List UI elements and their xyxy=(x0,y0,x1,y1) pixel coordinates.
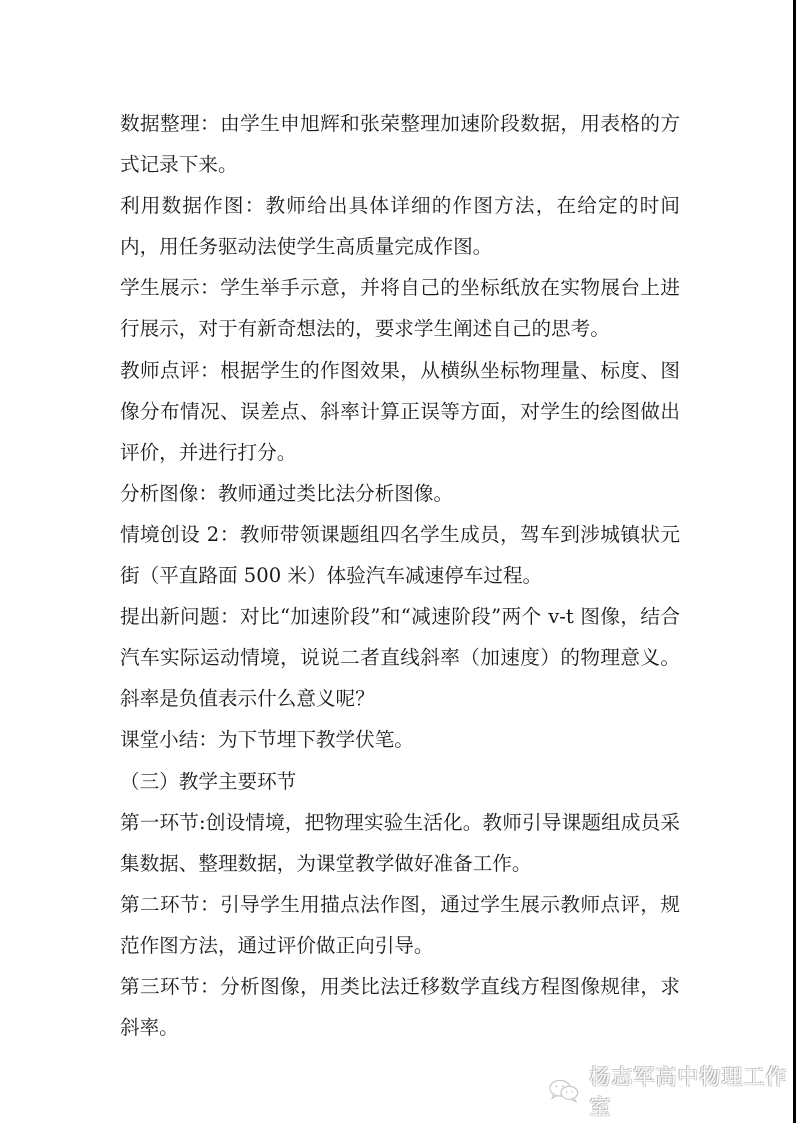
paragraph-step-three: 第三环节：分析图像，用类比法迁移数学直线方程图像规律，求斜率。 xyxy=(120,974,680,1040)
paragraph-graph-analysis: 分析图像：教师通过类比法分析图像。 xyxy=(120,481,454,505)
paragraph-plotting: 利用数据作图：教师给出具体详细的作图方法，在给定的时间内，用任务驱动法使学生高质量完成作图。 xyxy=(120,194,680,259)
paragraph-new-question: 提出新问题：对比“加速阶段”和“减速阶段”两个 v-t 图像，结合汽车实际运动情境，说说二者直线斜率（加速度）的物理意义。斜率是负值表示什么意义呢？ xyxy=(120,605,680,711)
paragraph-step-two: 第二环节：引导学生用描点法作图，通过学生展示教师点评，规范作图方法，通过评价做正向引导。 xyxy=(120,892,680,957)
paragraph-teacher-review: 教师点评：根据学生的作图效果，从横纵坐标物理量、标度、图像分布情况、误差点、斜率计算正误等方面，对学生的绘图做出评价，并进行打分。 xyxy=(120,358,680,464)
watermark-text: 杨志军高中物理工作室 xyxy=(589,1065,788,1119)
paragraph-scenario-2: 情境创设 2：教师带领课题组四名学生成员，驾车到涉城镇状元街（平直路面 500 米）体验汽车减速停车过程。 xyxy=(120,522,680,588)
paragraph-class-summary: 课堂小结：为下节埋下教学伏笔。 xyxy=(120,728,414,752)
section-heading-main-steps: （三）教学主要环节 xyxy=(120,769,297,793)
document-body xyxy=(120,103,680,1048)
wechat-icon xyxy=(548,1077,581,1105)
paragraph-data-organization: 数据整理：由学生申旭辉和张荣整理加速阶段数据，用表格的方式记录下来。 xyxy=(120,112,680,177)
watermark xyxy=(548,1065,793,1119)
paragraph-step-one: 第一环节:创设情境，把物理实验生活化。教师引导课题组成员采集数据、整理数据，为课堂教学做好准备工作。 xyxy=(120,810,680,875)
paragraph-student-presentation: 学生展示：学生举手示意，并将自己的坐标纸放在实物展台上进行展示，对于有新奇想法的，要求学生阐述自己的思考。 xyxy=(120,276,680,341)
